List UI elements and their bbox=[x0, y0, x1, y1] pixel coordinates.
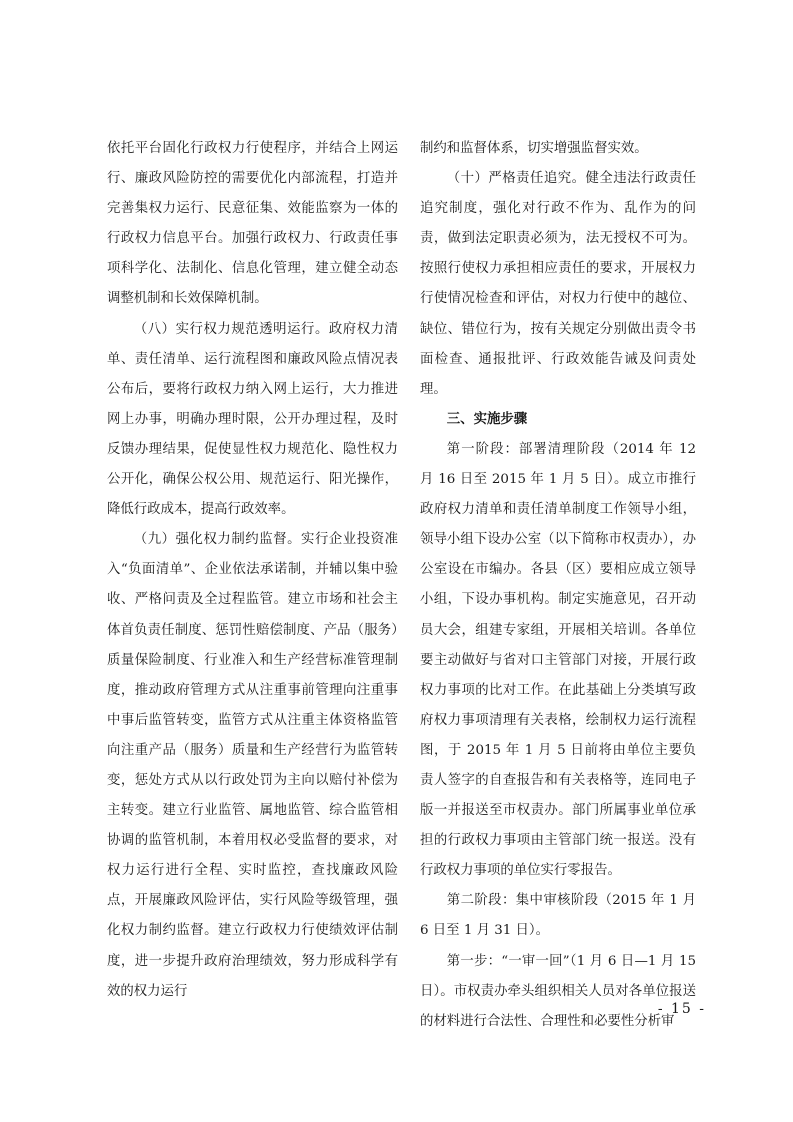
paragraph: 第二阶段：集中审核阶段（2015 年 1 月 6 日至 1 月 31 日）。 bbox=[420, 893, 696, 939]
paragraph: 第一步：“一审一回”（1 月 6 日—1 月 15 日）。市权责办牵头组织相关人员对各单位报送的材料进行合法性、合理性和必要性分析审 bbox=[420, 953, 696, 1029]
page-number: - 15 - bbox=[657, 1001, 706, 1017]
paragraph: （九）强化权力制约监督。实行企业投资准入“负面清单”、企业依法承诺制，并辅以集中验收、严格问责及全过程监管。建立市场和社会主体首负责任制度、惩罚性赔偿制度、产品（服务）质量保险制度、行业准入和生产经营标准管理制度，推动政府管理方式从注重事前管理向注重事中事后监管转变，监管方式从注重主体资格监管向注重产品（服务）质量和生产经营行为监管转变，惩处方式从以行政处罚为主向以赔付补偿为主转变。建立行业监管、属地监管、综合监管相协调的监管机制，本着用权必受监督的要求，对权力运行进行全程、实时监控，查找廉政风险点，开展廉政风险评估，实行风险等级管理，强化权力制约监督。建立行政权力行使绩效评估制度，进一步提升政府治理绩效，努力形成科学有效的权力运行 bbox=[107, 532, 398, 999]
paragraph: 制约和监督体系，切实增强监督实效。 bbox=[420, 141, 648, 156]
left-column bbox=[107, 134, 398, 1007]
right-column bbox=[420, 134, 696, 1037]
paragraph: 依托平台固化行政权力行使程序，并结合上网运行、廉政风险防控的需要优化内部流程，打造并完善集权力运行、民意征集、效能监察为一体的行政权力信息平台。加强行政权力、行政责任事项科学化、法制化、信息化管理，建立健全动态调整机制和长效保障机制。 bbox=[107, 141, 398, 307]
paragraph: （十）严格责任追究。健全违法行政责任追究制度，强化对行政不作为、乱作为的问责，做到法定职责必须为，法无授权不可为。按照行使权力承担相应责任的要求，开展权力行使情况检查和评估，对权力行使中的越位、缺位、错位行为，按有关规定分别做出责令书面检查、通报批评、行政效能告诫及问责处理。 bbox=[420, 171, 696, 397]
paragraph: 第一阶段：部署清理阶段（2014 年 12 月 16 日至 2015 年 1 月 5 日）。成立市推行政府权力清单和责任清单制度工作领导小组，领导小组下设办公室（以下简称市权责办），办公室设在市编办。各县（区）要相应成立领导小组，下设办事机构。制定实施意见，召开动员大会，组建专家组，开展相关培训。各单位要主动做好与省对口主管部门对接，开展行政权力事项的比对工作。在此基础上分类填写政府权力事项清理有关表格，绘制权力运行流程图，于 2015 年 1 月 5 日前将由单位主要负责人签字的自查报告和有关表格等，连同电子版一并报送至市权责办。部门所属事业单位承担的行政权力事项由主管部门统一报送。没有行政权力事项的单位实行零报告。 bbox=[420, 441, 696, 879]
section-heading: 三、实施步骤 bbox=[446, 411, 528, 427]
paragraph: （八）实行权力规范透明运行。政府权力清单、责任清单、运行流程图和廉政风险点情况表公布后，要将行政权力纳入网上运行，大力推进网上办事，明确办理时限，公开办理过程，及时反馈办理结果，促使显性权力规范化、隐性权力公开化，确保公权公用、规范运行、阳光操作，降低行政成本，提高行政效率。 bbox=[107, 321, 398, 518]
